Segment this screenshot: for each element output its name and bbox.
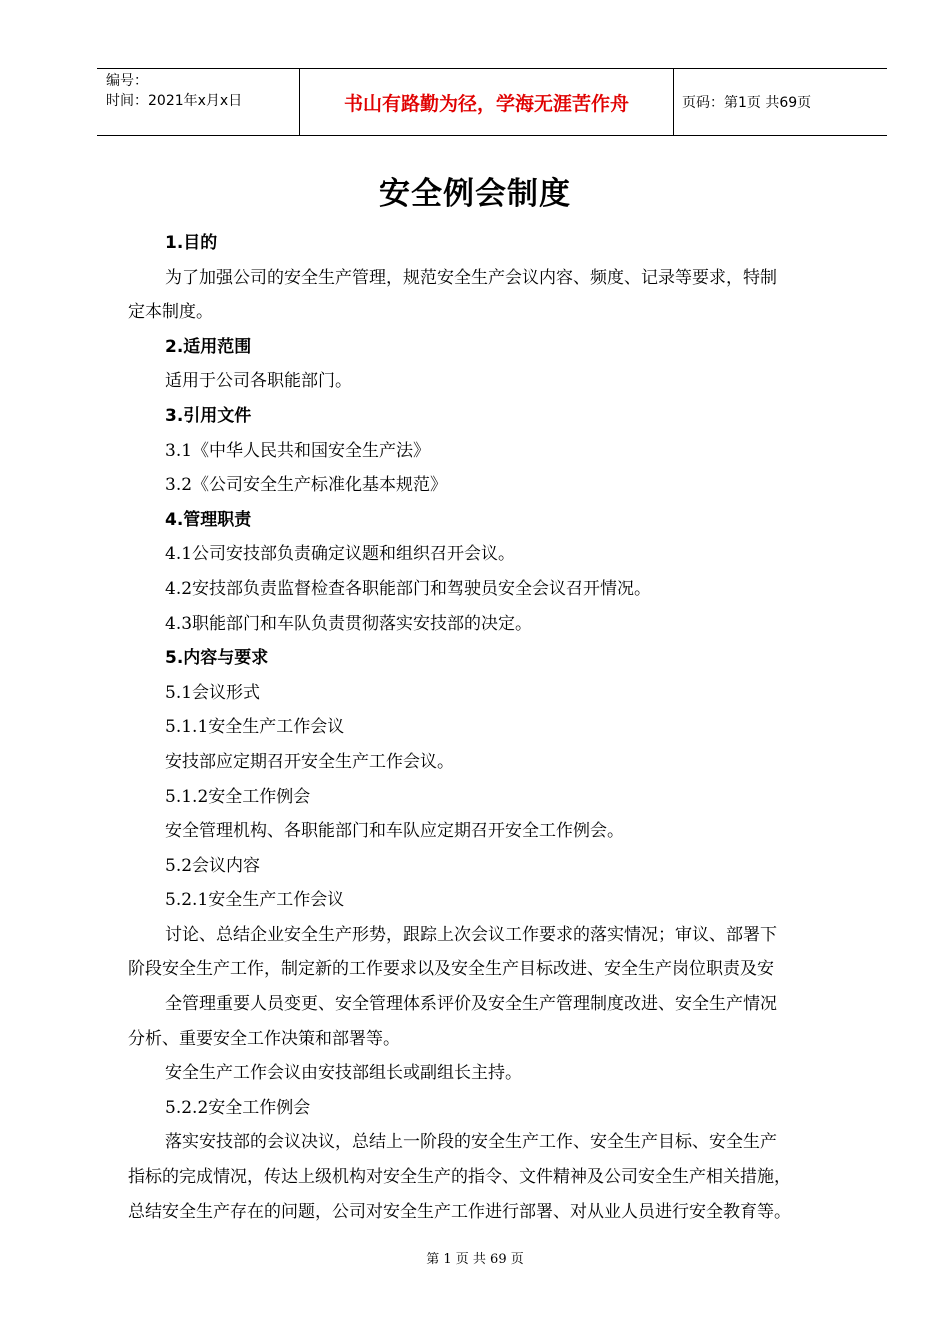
document-number-label: 编号： xyxy=(106,73,148,89)
body-line: 5.2.1安全生产工作会议 xyxy=(165,890,345,911)
document-body xyxy=(128,226,858,1229)
body-line: 5.1.2安全工作例会 xyxy=(165,786,311,807)
body-line: 安技部应定期召开安全生产工作会议。 xyxy=(165,751,454,772)
body-line: 3.1《中华人民共和国安全生产法》 xyxy=(165,440,431,461)
body-line: 5.1会议形式 xyxy=(165,682,261,703)
document-title: 安全例会制度 xyxy=(379,176,571,212)
body-line: 4.2安技部负责监督检查各职能部门和驾驶员安全会议召开情况。 xyxy=(165,578,652,599)
section-heading: 3.引用文件 xyxy=(165,405,252,426)
body-line: 安全管理机构、各职能部门和车队应定期召开安全工作例会。 xyxy=(165,821,624,842)
body-line: 总结安全生产存在的问题，公司对安全生产工作进行部署、对从业人员进行安全教育等。 xyxy=(128,1201,791,1222)
header-meta xyxy=(97,69,300,135)
body-line: 讨论、总结企业安全生产形势，跟踪上次会议工作要求的落实情况；审议、部署下 xyxy=(165,924,777,945)
document-time-label: 时间：2021年x月x日 xyxy=(106,93,243,109)
body-line: 4.3职能部门和车队负责贯彻落实安技部的决定。 xyxy=(165,613,533,634)
body-line: 分析、重要安全工作决策和部署等。 xyxy=(128,1028,400,1049)
header-motto: 书山有路勤为径，学海无涯苦作舟 xyxy=(300,69,674,135)
body-line: 安全生产工作会议由安技部组长或副组长主持。 xyxy=(165,1063,522,1084)
body-line: 为了加强公司的安全生产管理，规范安全生产会议内容、频度、记录等要求，特制 xyxy=(165,267,777,288)
body-line: 5.2会议内容 xyxy=(165,855,261,876)
body-line: 阶段安全生产工作，制定新的工作要求以及安全生产目标改进、安全生产岗位职责及安 xyxy=(128,959,774,980)
page-footer: 第 1 页 共 69 页 xyxy=(426,1252,524,1267)
section-heading: 4.管理职责 xyxy=(165,509,252,530)
page-header xyxy=(97,68,887,136)
body-line: 全管理重要人员变更、安全管理体系评价及安全生产管理制度改进、安全生产情况 xyxy=(165,994,777,1015)
section-heading: 2.适用范围 xyxy=(165,336,252,357)
section-heading: 1.目的 xyxy=(165,233,218,253)
body-line: 5.2.2安全工作例会 xyxy=(165,1097,311,1118)
body-line: 定本制度。 xyxy=(128,302,213,323)
section-heading: 5.内容与要求 xyxy=(165,648,269,669)
body-line: 适用于公司各职能部门。 xyxy=(165,371,352,392)
body-line: 4.1公司安技部负责确定议题和组织召开会议。 xyxy=(165,544,516,565)
body-line: 3.2《公司安全生产标准化基本规范》 xyxy=(165,475,448,496)
body-line: 5.1.1安全生产工作会议 xyxy=(165,717,345,738)
header-page-info: 页码：第1页 共69页 xyxy=(682,95,812,111)
body-line: 落实安技部的会议决议，总结上一阶段的安全生产工作、安全生产目标、安全生产 xyxy=(165,1132,777,1153)
body-line: 指标的完成情况，传达上级机构对安全生产的指令、文件精神及公司安全生产相关措施， xyxy=(128,1167,791,1188)
